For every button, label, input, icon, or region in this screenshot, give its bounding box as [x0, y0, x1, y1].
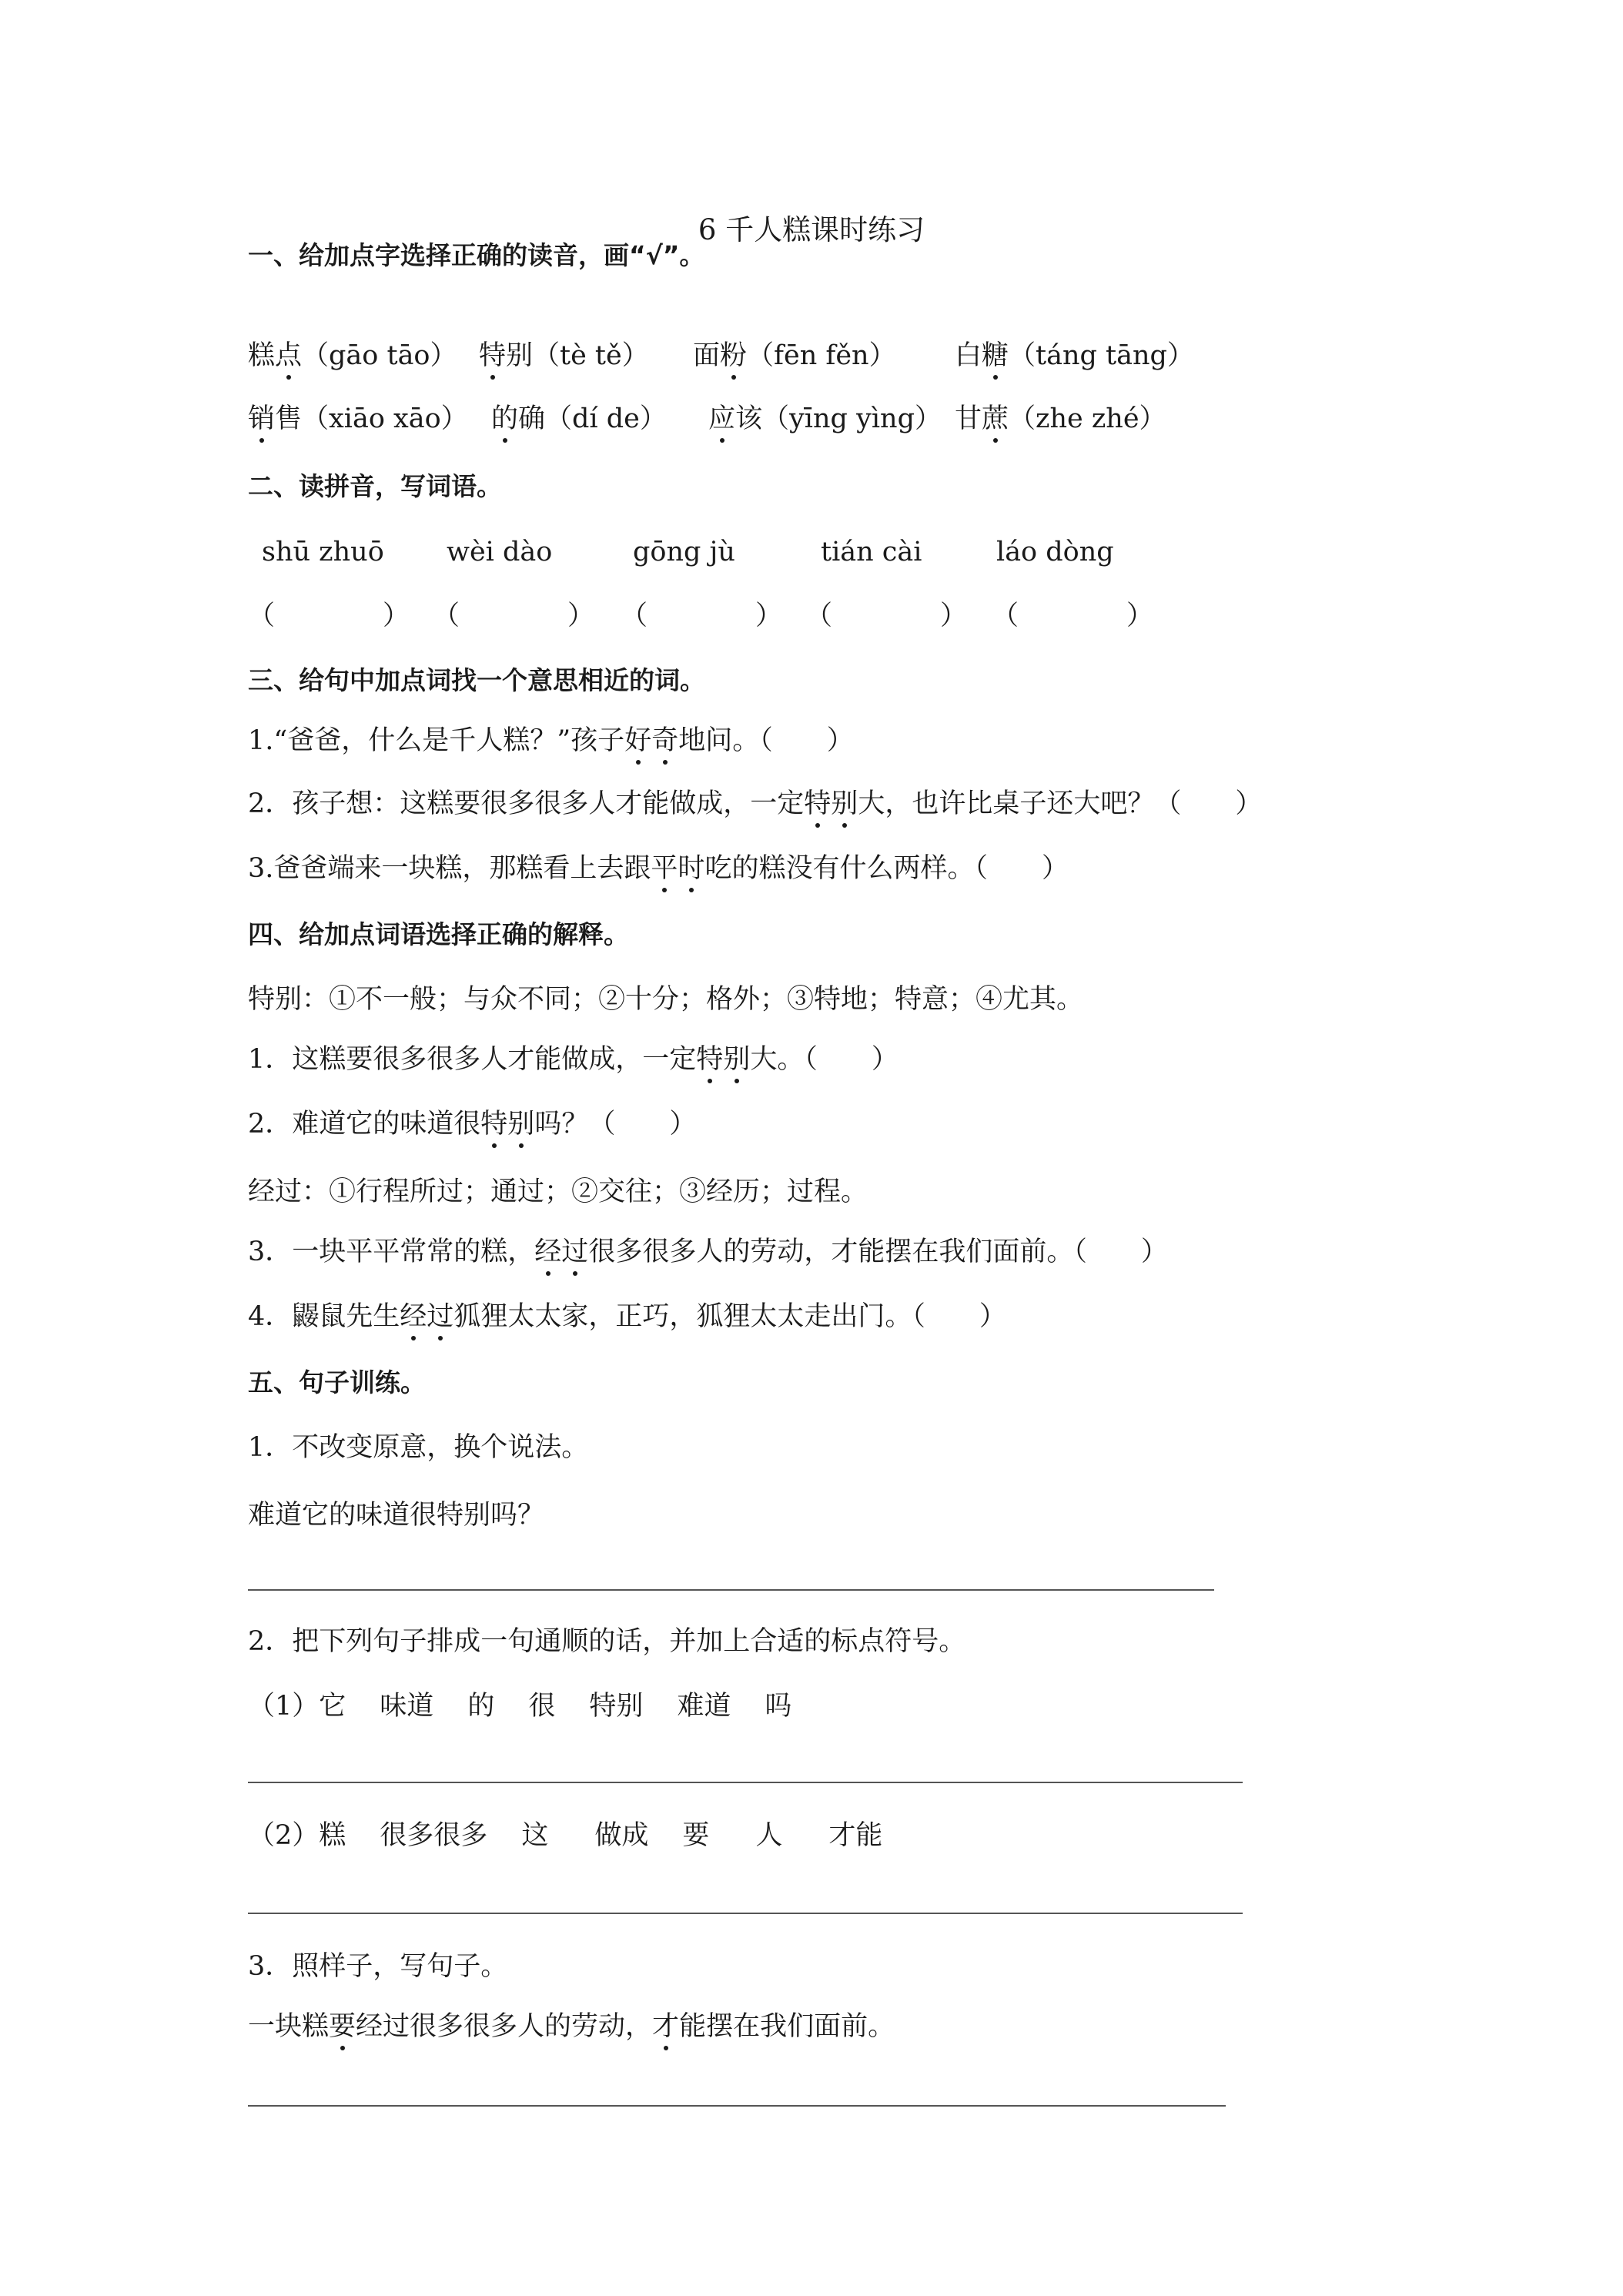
answer-blank[interactable]: （ ）	[805, 601, 968, 631]
answer-blank[interactable]: （ ）	[621, 601, 783, 631]
pinyin-word: láo dòng	[996, 537, 1114, 567]
question-3-3: 3.爸爸端来一块糕，那糕看上去跟平时吃的糕没有什么两样。（ ）	[248, 853, 1069, 884]
pinyin-choice-item: 白糖（táng tāng）	[955, 340, 1194, 371]
pinyin-word: tián cài	[821, 537, 922, 567]
page-title: 6 千人糕课时练习	[698, 213, 925, 246]
answer-blank[interactable]: （ ）	[248, 601, 410, 631]
question-3-2: 2．孩子想：这糕要很多很多人才能做成，一定特别大，也许比桌子还大吧？（ ）	[248, 788, 1263, 819]
pinyin-word: gōng jù	[633, 537, 735, 567]
answer-line[interactable]	[248, 2105, 1226, 2107]
question-4-1: 1．这糕要很多很多人才能做成，一定特别大。（ ）	[248, 1044, 899, 1075]
task-5-1: 1．不改变原意，换个说法。	[248, 1432, 589, 1463]
pinyin-choice-item: 销售（xiāo xāo）	[248, 403, 468, 434]
section-5-heading: 五、句子训练。	[248, 1367, 426, 1397]
pinyin-word: shū zhuō	[262, 537, 384, 567]
section-4-heading: 四、给加点词语选择正确的解释。	[248, 919, 629, 949]
answer-blank[interactable]: （ ）	[992, 601, 1154, 631]
example-sentence: 一块糕要经过很多很多人的劳动，才能摆在我们面前。	[248, 2011, 895, 2042]
pinyin-choice-item: 面粉（fēn fěn）	[693, 340, 896, 371]
pinyin-choice-item: 应该（yīng yìng）	[708, 403, 942, 434]
section-2-heading: 二、读拼音，写词语。	[248, 471, 502, 501]
pinyin-choice-item: 糕点（gāo tāo）	[248, 340, 457, 371]
pinyin-word: wèi dào	[447, 537, 553, 567]
answer-line[interactable]	[248, 1913, 1243, 1914]
pinyin-choice-item: 特别（tè tě）	[479, 340, 649, 371]
task-5-3: 3．照样子，写句子。	[248, 1951, 508, 1982]
task-5-2: 2．把下列句子排成一句通顺的话，并加上合适的标点符号。	[248, 1626, 966, 1657]
word-order-1: （1）它 味道 的 很 特别 难道 吗	[248, 1691, 792, 1722]
answer-line[interactable]	[248, 1589, 1214, 1591]
pinyin-choice-item: 甘蔗（zhe zhé）	[955, 403, 1166, 434]
answer-line[interactable]	[248, 1782, 1243, 1783]
question-4-4: 4．鼹鼠先生经过狐狸太太家，正巧，狐狸太太走出门。（ ）	[248, 1301, 1006, 1332]
question-4-2: 2．难道它的味道很特别吗？（ ）	[248, 1109, 697, 1140]
question-3-1: 1.“爸爸，什么是千人糕？”孩子好奇地问。（ ）	[248, 725, 854, 756]
definition-jingguo: 经过：①行程所过；通过；②交往；③经历；过程。	[248, 1176, 868, 1207]
answer-blank[interactable]: （ ）	[433, 601, 595, 631]
task-5-1-sentence: 难道它的味道很特别吗？	[248, 1500, 545, 1531]
pinyin-choice-item: 的确（dí de）	[491, 403, 667, 434]
definition-tebie: 特别：①不一般；与众不同；②十分；格外；③特地；特意；④尤其。	[248, 984, 1084, 1015]
section-1-heading: 一、给加点字选择正确的读音，画“√”。	[248, 240, 705, 270]
word-order-2: （2）糕 很多很多 这 做成 要 人 才能	[248, 1820, 883, 1851]
question-4-3: 3．一块平平常常的糕，经过很多很多人的劳动，才能摆在我们面前。（ ）	[248, 1237, 1168, 1267]
section-3-heading: 三、给句中加点词找一个意思相近的词。	[248, 665, 705, 695]
